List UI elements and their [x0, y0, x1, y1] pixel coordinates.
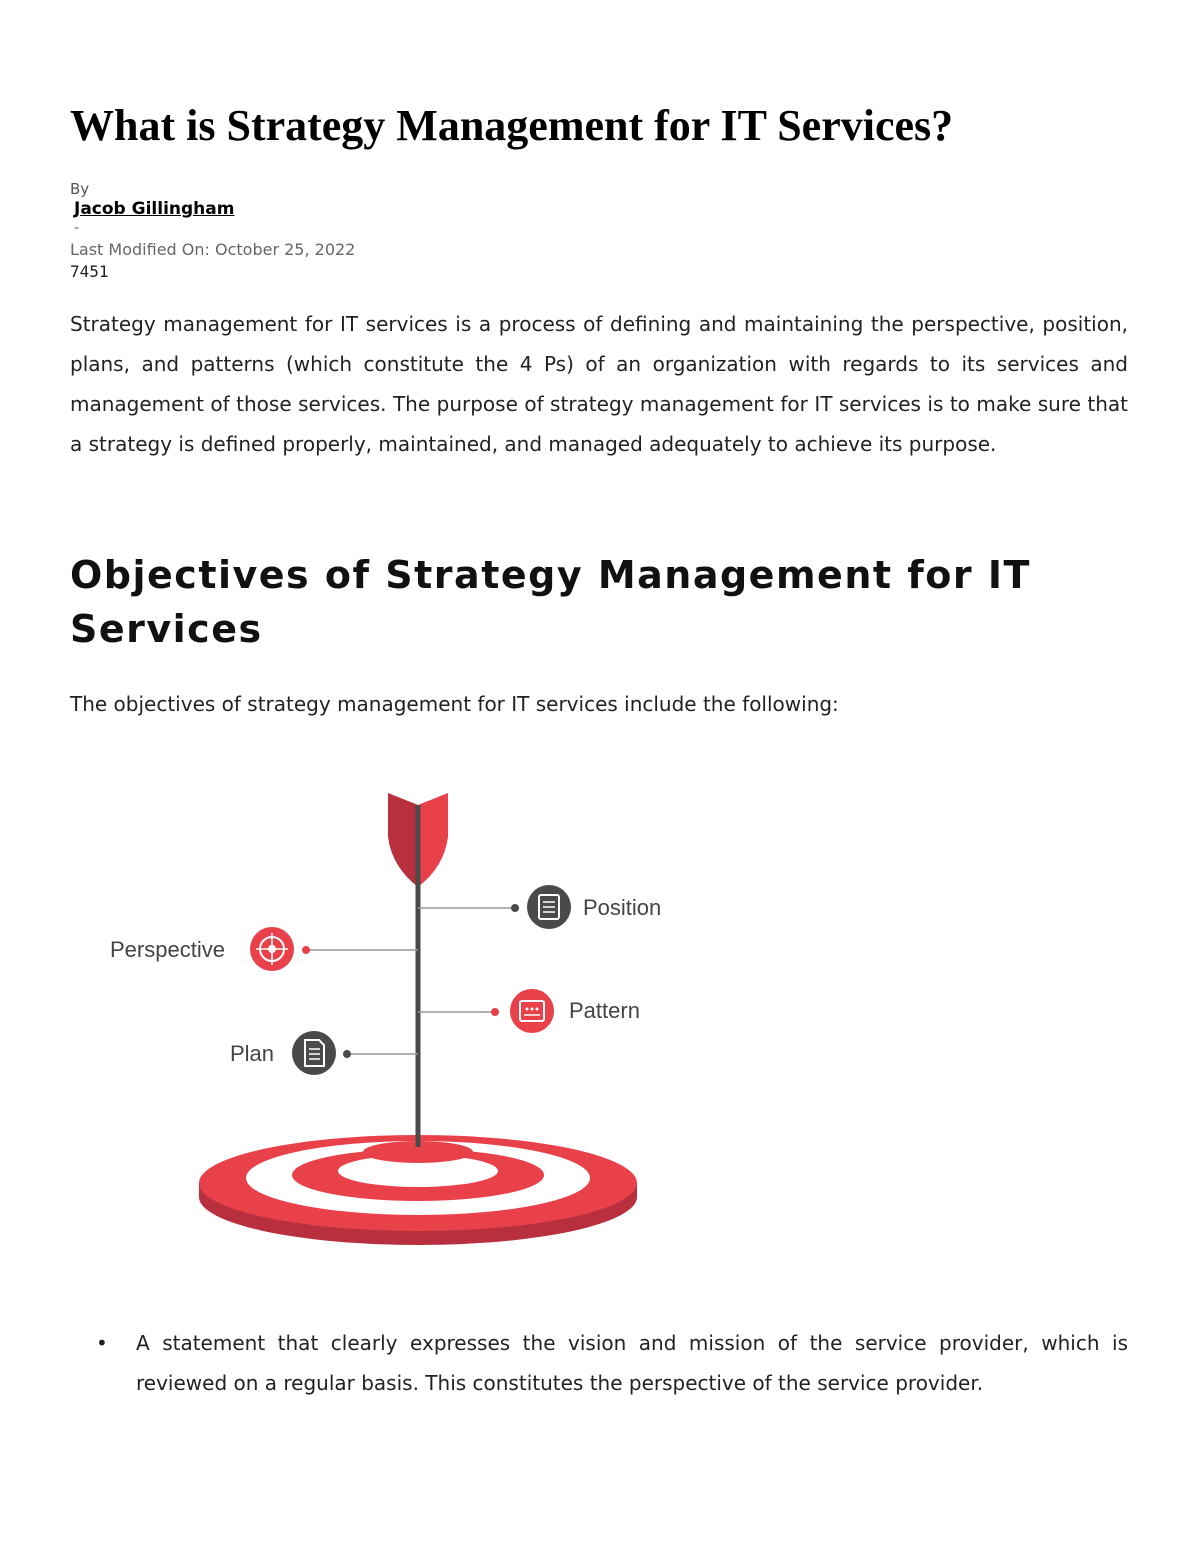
four-ps-target-diagram — [100, 785, 700, 1255]
pattern-item — [418, 989, 640, 1033]
byline-separator: - — [74, 220, 80, 236]
perspective-item — [110, 927, 418, 971]
byline-label: By — [70, 180, 90, 198]
plan-item — [230, 1031, 418, 1075]
pattern-label: Pattern — [569, 998, 640, 1023]
position-label: Position — [583, 895, 662, 920]
author-link[interactable]: Jacob Gillingham — [74, 199, 235, 219]
view-count: 7451 — [70, 262, 109, 281]
section-heading-objectives: Objectives of Strategy Management for IT Services — [70, 553, 1031, 651]
last-modified-date: Last Modified On: October 25, 2022 — [70, 240, 356, 259]
plan-label: Plan — [230, 1041, 275, 1066]
perspective-label: Perspective — [110, 937, 225, 962]
bullet-icon: • — [96, 1331, 108, 1355]
intro-paragraph: Strategy management for IT services is a process of defining and maintaining the perspective, position, plans, and patterns (which constitute the 4 Ps) of an organization with regards to its services and management of those services. The purpose of strategy management for IT services is to make sure that a strategy is defined properly, maintained, and managed adequately to achieve its purpose. — [70, 312, 1128, 456]
position-item — [418, 885, 661, 929]
bullet-text: A statement that clearly expresses the vision and mission of the service provider, which is reviewed on a regular basis. This constitutes the perspective of the service provider. — [136, 1331, 1128, 1395]
target-board — [199, 1135, 637, 1245]
page-title: What is Strategy Management for IT Services? — [70, 101, 954, 150]
objectives-intro: The objectives of strategy management for IT services include the following: — [70, 692, 839, 716]
